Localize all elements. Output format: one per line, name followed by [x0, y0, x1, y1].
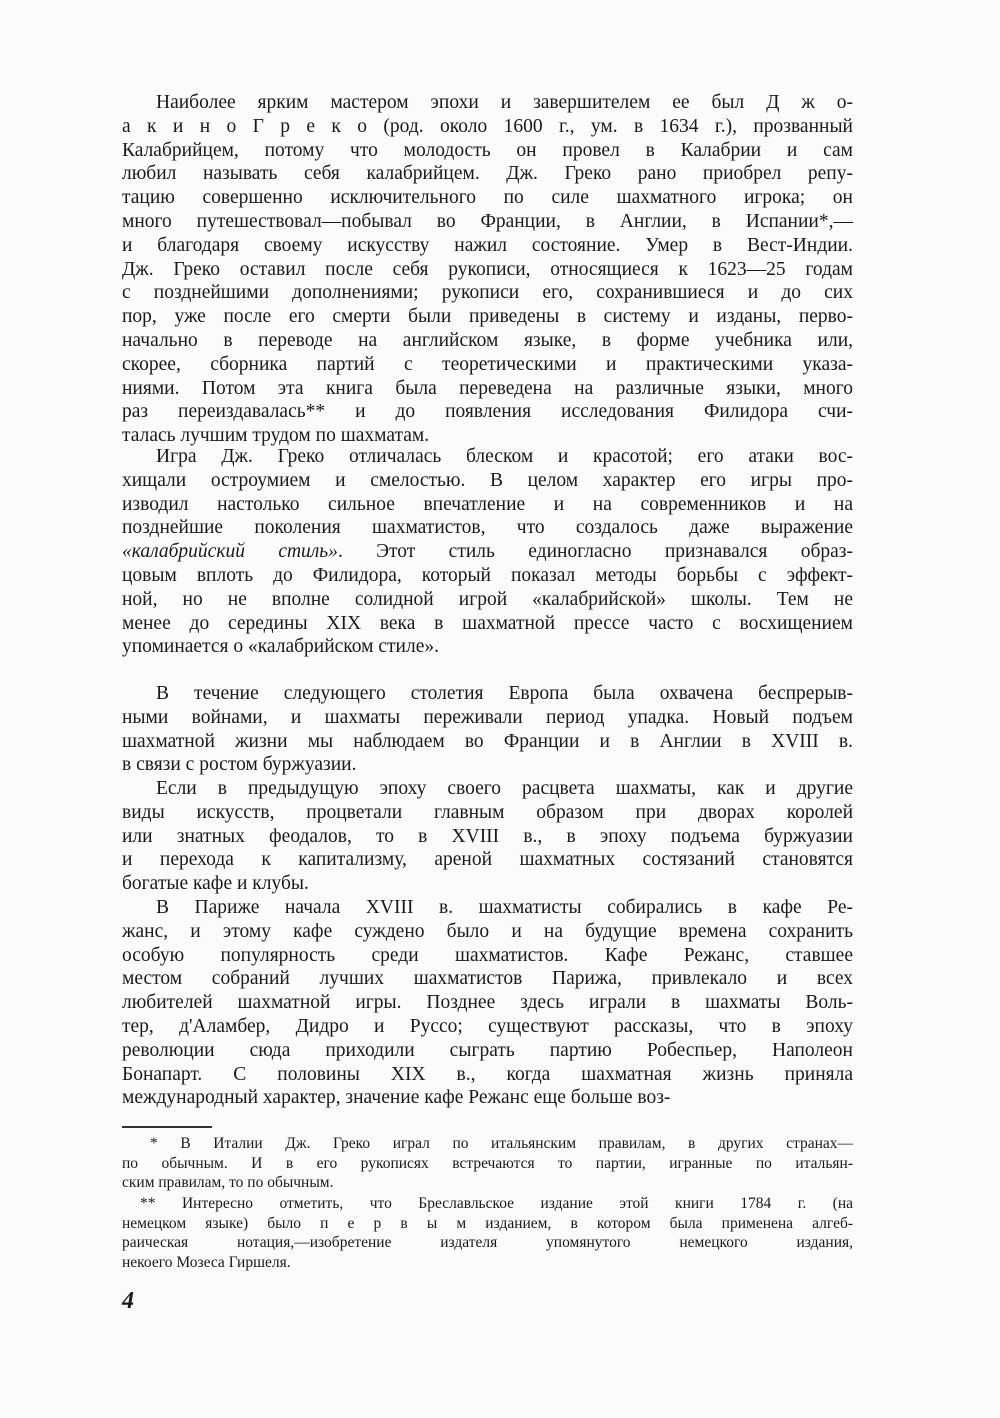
- paragraph-1-line: тацию совершенно исключительного по силе шахматного игрока; он: [122, 187, 853, 209]
- paragraph-4-line: и перехода к капитализму, ареной шахматных состязаний становятся: [122, 849, 853, 871]
- paragraph-1-line: Наиболее ярким мастером эпохи и завершителем ее был Д ж о-: [156, 92, 853, 113]
- paragraph-4-line: или знатных феодалов, то в XVIII в., в эпоху подъема буржуазии: [122, 825, 853, 847]
- paragraph-1-line: пор, уже после его смерти были приведены в систему и изданы, перво-: [122, 306, 853, 328]
- paragraph-4-line: виды искусств, процветали главным образом при дворах королей: [122, 801, 853, 823]
- paragraph-1-line: талась лучшим трудом по шахматам.: [122, 425, 430, 447]
- paragraph-2-line: менее до середины XIX века в шахматной прессе часто с восхищением: [122, 612, 853, 634]
- footnote-2-line: некоего Мозеса Гиршеля.: [122, 1253, 291, 1271]
- paragraph-1-line: а к и н о Г р е к о (род. около 1600 г., ум. в 1634 г.), прозванный: [122, 115, 853, 137]
- footnote-1-line: по обычным. И в его рукописях встречаются то партии, игранные по итальян-: [122, 1154, 853, 1172]
- text-segment: . Этот стиль единогласно признавался образ-: [337, 541, 853, 563]
- paragraph-5-line: местом собраний лучших шахматистов Парижа, привлекало и всех: [122, 968, 853, 990]
- paragraph-4-line: Если в предыдущую эпоху своего расцвета шахматы, как и другие: [156, 778, 853, 799]
- paragraph-1-line: Калабрийцем, потому что молодость он провел в Калабрии и сам: [122, 139, 853, 161]
- paragraph-2-line: изводил настолько сильное впечатление и на современников и на: [122, 493, 853, 515]
- footnote-1-line: ским правилам, то по обычным.: [122, 1174, 334, 1192]
- footnote-divider: [122, 1126, 212, 1128]
- paragraph-1-line: скорее, сборника партий с теоретическими и практическими указа-: [122, 353, 853, 375]
- paragraph-3-line: в связи с ростом буржуазии.: [122, 754, 357, 776]
- paragraph-3-line: В течение следующего столетия Европа была охвачена беспрерыв-: [156, 683, 853, 704]
- footnote-2-line: ** Интересно отметить, что Бреславльское издание этой книги 1784 г. (на: [140, 1195, 853, 1212]
- paragraph-1-line: любил называть себя калабрийцем. Дж. Греко рано приобрел репу-: [122, 163, 853, 185]
- paragraph-5-line: международный характер, значение кафе Режанс еще больше воз-: [122, 1087, 671, 1109]
- page-number: 4: [122, 1288, 134, 1314]
- paragraph-1-line: и благодаря своему искусству нажил состояние. Умер в Вест-Индии.: [122, 234, 853, 256]
- paragraph-1-line: ниями. Потом эта книга была переведена на различные языки, много: [122, 377, 853, 399]
- paragraph-2-line: Игра Дж. Греко отличалась блеском и красотой; его атаки вос-: [156, 446, 853, 467]
- paragraph-5-line: тер, д'Аламбер, Дидро и Руссо; существуют рассказы, что в эпоху: [122, 1016, 853, 1037]
- paragraph-1-line: много путешествовал—побывал во Франции, в Англии, в Испании*,—: [122, 211, 853, 232]
- paragraph-5-line: жанс, и этому кафе суждено было и на будущие времена сохранить: [122, 920, 853, 942]
- paragraph-3-line: ными войнами, и шахматы переживали период упадка. Новый подъем: [122, 706, 853, 728]
- paragraph-5-line: Бонапарт. С половины XIX в., когда шахматная жизнь приняла: [122, 1063, 853, 1085]
- paragraph-2-line: ной, но не вполне солидной игрой «калабрийской» школы. Тем не: [122, 588, 853, 610]
- paragraph-1-line: раз переиздавалась** и до появления исследования Филидора счи-: [122, 401, 853, 423]
- footnote-1-line: * В Италии Дж. Греко играл по итальянским правилам, в других странах—: [150, 1135, 853, 1152]
- paragraph-1-line: Дж. Греко оставил после себя рукописи, относящиеся к 1623—25 годам: [122, 258, 853, 280]
- paragraph-3-line: шахматной жизни мы наблюдаем во Франции и в Англии в XVIII в.: [122, 730, 853, 752]
- paragraph-5-line: особую популярность среди шахматистов. Кафе Режанс, ставшее: [122, 944, 853, 966]
- paragraph-2-line: хищали остроумием и смелостью. В целом характер его игры про-: [122, 469, 853, 491]
- italic-phrase: «калабрийский стиль»: [122, 541, 338, 563]
- paragraph-1-line: с позднейшими дополнениями; рукописи его, сохранившиеся и до сих: [122, 282, 853, 304]
- paragraph-4-line: богатые кафе и клубы.: [122, 873, 309, 895]
- footnote-2-line: раическая нотация,—изобретение издателя упомянутого немецкого издания,: [122, 1234, 853, 1252]
- paragraph-1-line: начально в переводе на английском языке, в форме учебника или,: [122, 330, 853, 351]
- paragraph-2-line: [122, 541, 853, 563]
- paragraph-5-line: революции сюда приходили сыграть партию Робеспьер, Наполеон: [122, 1039, 853, 1061]
- paragraph-2-line: цовым вплоть до Филидора, который показал методы борьбы с эффект-: [122, 565, 853, 586]
- paragraph-5-line: В Париже начала XVIII в. шахматисты собирались в кафе Ре-: [156, 897, 853, 918]
- paragraph-2-line: упоминается о «калабрийском стиле».: [122, 636, 440, 658]
- paragraph-2-line: позднейшие поколения шахматистов, что создалось даже выражение: [122, 517, 853, 539]
- paragraph-5-line: любителей шахматной игры. Позднее здесь играли в шахматы Воль-: [122, 992, 853, 1014]
- footnote-2-line: немецком языке) было п е р в ы м изданием, в котором была применена алгеб-: [122, 1214, 853, 1232]
